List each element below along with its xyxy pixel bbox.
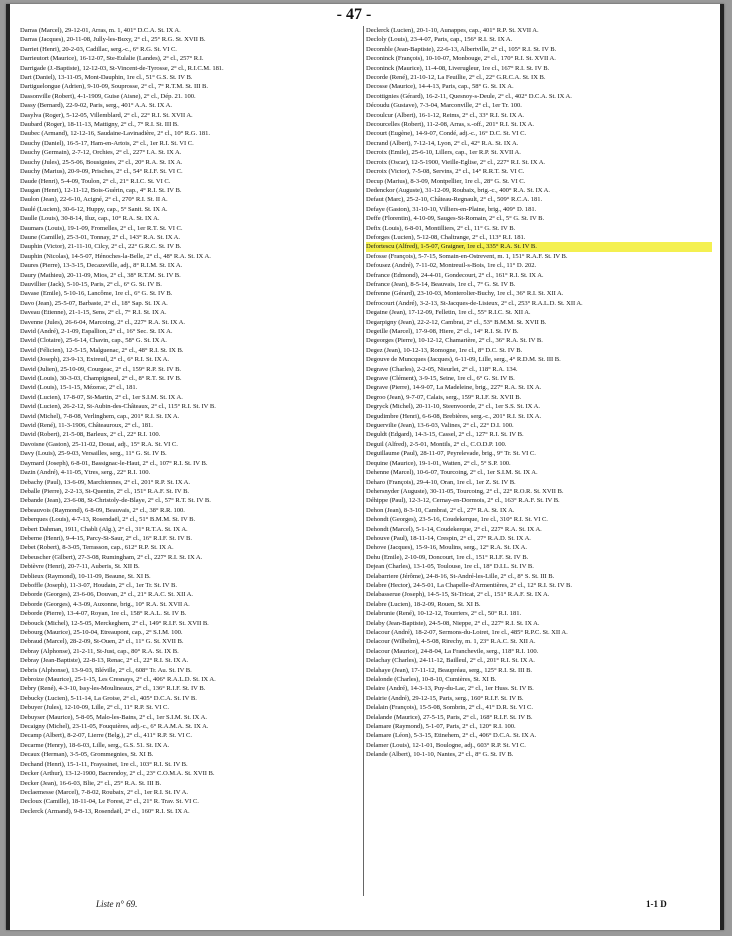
name-entry: Dart (Daniel), 13-11-05, Mont-Dauphin, 1re cl., 51° G.S. St. IV B. <box>20 74 193 82</box>
name-entry: Defrenne (Gérard), 23-10-03, Monterolier-Buchy, 1re cl., 36° R.I. St. XII A. <box>366 290 564 298</box>
page-number: - 47 - <box>336 6 372 23</box>
name-entry: Delabre (Hector), 24-5-01, La Chapelle-d'Armentières, 2° cl., 12° R.I. St. IV B. <box>366 581 572 589</box>
name-entry: Declaemesse (Marcel), 7-8-02, Roubaix, 2° cl., 1er R.I. St. IV A. <box>20 788 188 796</box>
name-entry: Debet (Robert), 8-3-05, Terrasson, cap., 612° R.P. St. IX A. <box>20 544 174 552</box>
name-entry: Debachy (Paul), 13-6-09, Marchiennes, 2° cl., 201° R.P. St. IX A. <box>20 478 190 486</box>
name-entry: David (Joseph), 23-9-13, Exireuil, 2° cl., 6° R.I. St. IX A. <box>20 356 169 364</box>
scan-edge-left <box>6 4 10 930</box>
name-entry: Degrave (Charles), 2-2-05, Nieurlet, 2° cl., 118° R.A. 134. <box>366 365 518 373</box>
name-entry: Dassy (Bernard), 22-9-02, Paris, serg., 401° A.A. St. IX A. <box>20 102 172 110</box>
name-entry: Dauchy (Marius), 20-9-09, Prisches, 2° cl., 54° R.I.F. St. VI C. <box>20 168 183 176</box>
name-entry: Defrance (Jean), 8-5-14, Beauvais, 1re cl., 7° G. St. IV B. <box>366 280 516 288</box>
name-entry: Degroo (Jean), 9-7-07, Calais, serg., 159° R.I.F. St. XVII B. <box>366 393 522 401</box>
name-entry: Decarme (Henry), 18-6-03, Lille, serg., G.S. 51. St. IX A. <box>20 741 170 749</box>
name-entry: Daveau (Etienne), 21-1-15, Sens, 2° cl., 7° R.I. St. IX A. <box>20 309 167 317</box>
name-entry: Delaby (Jean-Baptiste), 24-5-08, Nieppe, 2° cl., 227° R.I. St. IX A. <box>366 619 540 627</box>
name-entry: Debuyser (Maurice), 5-8-05, Malo-les-Bains, 2° cl., 1er S.I.M. St. IX A. <box>20 713 207 721</box>
name-entry: Delaire (André), 14-3-13, Puy-du-Lac, 2° cl., 1er Huss. St. IV B. <box>366 685 534 693</box>
name-entry: Davase (Emile), 5-10-16, Lancôme, 1re cl., 6° G. St. IV B. <box>20 290 173 298</box>
name-entry: Dechand (Henri), 15-1-11, Frayssinet, 1re cl., 103° R.I. St. IV B. <box>20 760 188 768</box>
name-entry: Daulle (Louis), 30-8-14, Iluz, cap., 10° R.A. St. IX A. <box>20 215 160 223</box>
name-entry: Debraud (Marcel), 28-2-09, St-Ouen, 2° cl., 11° G. St. XVII B. <box>20 638 184 646</box>
name-entry: Dehon (Jean), 8-3-10, Cambrai, 2° cl., 27° R.A. St. IX A. <box>366 506 515 514</box>
name-entry: Darrigade (J.-Baptiste), 12-12-03, St-Vincent-de-Tyrosse, 2° cl., R.I.C.M. 181. <box>20 64 224 72</box>
name-entry: Dauchy (Jules), 25-5-06, Bousignies, 2° cl., 20° R.A. St. IX A. <box>20 158 183 166</box>
name-entry: Decker (Arthur), 13-12-1900, Bacrendoy, 2° cl., 23° C.O.M.A. St. XVII B. <box>20 770 215 778</box>
name-entry: David (Louis), 15-1-15, Mézerac, 2° cl., 181. <box>20 384 138 392</box>
name-entry: Degryck (Michel), 20-11-10, Steenvoorde, 2° cl., 1er S.S. St. IX A. <box>366 403 540 411</box>
name-entry: Decloux (Camille), 18-11-04, Le Forest, 2° cl., 21° R. Trav. St. VI C. <box>20 798 199 806</box>
list-number: Liste n° 69. <box>96 899 138 909</box>
name-entry: Darriet (Henri), 20-2-03, Cadillac, serg.-c., 6° R.G. St. VI C. <box>20 45 177 53</box>
name-entry: Dassonville (Robert), 4-1-1909, Guise (Aisne), 2° cl., Dép. 21. 100. <box>20 92 196 100</box>
name-entry: Decloly (Louis), 23-4-07, Paris, cap., 156° R.I. St. IX A. <box>366 36 513 44</box>
name-entry: Dauchy (Germain), 2-7-12, Orchies, 2° cl., 227° I.A. St. IX A. <box>20 149 182 157</box>
name-entry: Debert Dahman, 1911, Chabli (Alg.), 2° cl., 31° R.T.A. St. IX A. <box>20 525 188 533</box>
name-entry: Daulé (Lucien), 30-6-12, Huppy, cap., 5° Sanit. St. IX A. <box>20 205 168 213</box>
name-entry: Déhippe (Paul), 12-3-12, Cernay-en-Dormois, 2° cl., 163° R.A.F. St. IV B. <box>366 497 560 505</box>
name-entry: Dehu (Emile), 2-10-09, Doncourt, 1re cl., 151° R.I.F. St. IV B. <box>366 553 529 561</box>
name-entry: Darrieutort (Maurice), 16-12-07, Ste-Eulalie (Landes), 2° cl., 257° R.I. <box>20 55 204 63</box>
name-entry: Dehondt (Marcel), 5-1-14, Coudekerque, 2° cl., 227° R.A. St. IX A. <box>366 525 542 533</box>
name-entry: Decup (Marius), 8-3-09, Montpellier, 1re cl., 28° G. St. VI C. <box>366 177 526 185</box>
name-entry: Dehersnyder (Auguste), 30-11-05, Tourcoing, 2° cl., 22° R.O.R. St. XVII B. <box>366 487 564 495</box>
name-entry: Decroix (Emile), 25-6-10, Lillers, cap., 1er R.P. St. XVII A. <box>366 149 521 157</box>
name-entry: Daulon (Jean), 22-6-10, Acigné, 2° cl., 270° R.I. St. II A. <box>20 196 168 204</box>
name-entry: Debeuscher (Gilbert), 27-3-08, Rumingham, 2° cl., 227° R.I. St. IX A. <box>20 553 203 561</box>
name-entry: Delamare (Léon), 5-3-15, Etinehem, 2° cl., 406° D.C.A. St. IX A. <box>366 732 537 740</box>
name-entry: Daures (Pierre), 13-3-15, Decazeville, adj., 8° R.I.M. St. IX A. <box>20 262 183 270</box>
name-entry: Daugan (Henri), 12-11-12, Bois-Guérin, cap., 4° R.I. St. IV B. <box>20 186 182 194</box>
name-entry: Dequine (Maurice), 19-1-01, Watten, 2° cl., 5° S.P. 100. <box>366 459 511 467</box>
name-entry: David (Félicien), 12-5-15, Malguenac, 2° cl., 48° R.I. St. IX B. <box>20 346 184 354</box>
name-entry: Degudimbre (Henri), 6-6-08, Brebières, serg.-c., 201° R.I. St. IX A. <box>366 412 542 420</box>
name-entry: Degez (Jean), 10-12-13, Romogne, 1re cl., 8° D.C. St. IV B. <box>366 346 523 354</box>
name-entry: Dazin (André), 4-11-05, Ytres, serg., 22° R.I. 100. <box>20 469 151 477</box>
name-entry: Defosse (François), 5-7-15, Somain-en-Ostrevent, m. 1, 151° R.A.F. St. IV B. <box>366 252 568 260</box>
name-entry: David (Michel), 7-8-08, Verlinghem, cap., 201° R.I. St. IX A. <box>20 412 180 420</box>
name-entry: Debièvre (Henri), 20-7-11, Auberis, St. XII B. <box>20 563 140 571</box>
name-entry: Deforges (Lucien), 5-12-08, Chaltrange, 2° cl., 113° R.I. 181. <box>366 233 526 241</box>
name-entry: Deballe (Pierre), 2-2-13, St-Quentin, 2° cl., 151° R.A.F. St. IV B. <box>20 487 190 495</box>
name-entry: Deberne (Henri), 9-4-15, Parcy-St-Saur, 2° cl., 16° R.I.F. St. IV B. <box>20 534 193 542</box>
name-entry: Decourcelles (Robert), 11-2-08, Arras, s.-off., 201° R.I. St. IX A. <box>366 121 534 129</box>
name-entry: Deboffle (Joseph), 11-3-07, Houdain, 2° cl., 1er Tr. St. IV B. <box>20 581 177 589</box>
name-entry: Debray (Alphonse), 21-2-11, St-Just, cap., 80° R.A. St. IX B. <box>20 647 179 655</box>
name-entry: Degrave (Pierre), 14-9-07, La Madeleine, brig., 227° R.A. St. IX A. <box>366 384 542 392</box>
name-entry: Davo (Jean), 25-5-07, Barbaste, 2° cl., 18° Sap. St. IX A. <box>20 299 168 307</box>
name-entry: Decourt (Eugène), 14-9-07, Condé, adj.-c., 16° D.C. St. VI C. <box>366 130 527 138</box>
name-entry: Dauvillier (Jack), 5-10-15, Paris, 2° cl., 6° G. St. IV B. <box>20 280 162 288</box>
name-entry: Deffe (Florentin), 4-10-09, Sauges-St-Romain, 2° cl., 5° G. St. IV B. <box>366 215 545 223</box>
name-entry: Decroix (Victor), 7-5-08, Servins, 2° cl., 14° R.R.T. St. VI C. <box>366 168 525 176</box>
name-entry: Deblieux (Raymond), 10-11-09, Beaune, St. XI B. <box>20 572 151 580</box>
name-entry: David (Julien), 25-10-09, Courgeac, 2° cl., 159° R.P. St. IV B. <box>20 365 182 373</box>
document-page <box>6 4 724 930</box>
name-entry: Debris (Alphonse), 13-9-03, Bléville, 2° cl., 608° Tr. Au. St. IV B. <box>20 666 192 674</box>
sheet-signature: 1-1 D <box>646 899 667 909</box>
right-column <box>366 26 712 760</box>
name-entry: Decaux (Herman), 3-5-05, Grommegnies, St. XI B. <box>20 751 154 759</box>
name-entry: Defaut (Marc), 25-2-10, Château-Regnault, 2° cl., 509° R.C.A. 181. <box>366 196 543 204</box>
name-entry: Daude (Henri), 5-4-09, Toulon, 2° cl., 21° R.I.C. St. VI C. <box>20 177 171 185</box>
name-entry: Dasylva (Roger), 5-12-05, Villemblard, 2° cl., 22° R.I. St. XVII A. <box>20 111 193 119</box>
name-entry: Dejean (Charles), 13-1-05, Toulouse, 1re cl., 18° D.I.L. St. IV B. <box>366 563 534 571</box>
name-entry: David (René), 11-3-1906, Châteauroux, 2° cl., 181. <box>20 422 153 430</box>
name-entry: Davy (Louis), 25-9-03, Versailles, serg., 11° G. St. IV B. <box>20 450 167 458</box>
name-entry: Delamer (Louis), 12-1-01, Boulogne, adj., 603° R.P. St. VI C. <box>366 741 526 749</box>
name-entry: Debroize (Maurice), 25-1-15, Les Cresnays, 2° cl., 406° R.A.L.D. St. IX A. <box>20 676 216 684</box>
name-entry: Debande (Jean), 23-6-08, St-Christoly-de-Blaye, 2° cl., 57° R.T. St. IV B. <box>20 497 211 505</box>
name-entry: Debry (René), 4-3-10, Issy-les-Moulineaux, 2° cl., 136° R.I.F. St. IV B. <box>20 685 206 693</box>
name-entry: Declerck (Lucien), 20-1-10, Aunappes, cap., 401° R.P. St. XVII A. <box>366 27 539 34</box>
name-entry: David (Louis), 30-3-03, Champigneul, 2° cl., 8° R.T. St. IV B. <box>20 375 182 383</box>
name-entry: David (Lucien), 26-2-12, St-Aubin-des-Châteaux, 2° cl., 115° R.I. St. IV B. <box>20 403 216 411</box>
name-entry: Daune (Camille), 25-3-01, Tonnay, 2° cl., 143° R.A. St. IX A. <box>20 233 180 241</box>
name-entry: Debourg (Maurice), 25-10-04, Etreaupont, cap., 2° S.I.M. 100. <box>20 629 183 636</box>
name-entry: Defix (Louis), 6-8-01, Montilliers, 2° cl., 11° G. St. IV B. <box>366 224 516 232</box>
name-entry: Dehouve (Paul), 18-11-14, Crespin, 2° cl., 27° R.A.D. St. IX A. <box>366 534 531 542</box>
name-entry: Deguil (Alfred), 2-5-01, Montils, 2° cl., C.O.D.P. 100. <box>366 440 507 448</box>
name-entry: Deconinck (François), 10-10-07, Monbouge, 2° cl., 170° R.I. St. XVII A. <box>366 55 556 63</box>
name-entry: Delabrunie (René), 10-12-12, Tourriers, 2° cl., 50° R.I. 181. <box>366 610 522 618</box>
name-entry: Daubec (Armand), 12-12-16, Saudaine-Lavinadière, 2° cl., 10° R.G. 181. <box>20 130 211 138</box>
name-entry: David (André), 2-1-09, Espallion, 2° cl., 16° Sec. St. IX A. <box>20 328 173 335</box>
highlighted-entry: Defortescu (Alfred), 1-5-07, Graigner, 1re cl., 335° R.A. St. IV B. <box>366 242 712 251</box>
name-entry: Delacour (Maurice), 24-8-04, La Franchevile, serg., 118° R.I. 100. <box>366 647 539 655</box>
name-entry: Deconinck (Maurice), 11-4-08, Liverugleur, 1re cl., 167° R.I. St. IV B. <box>366 64 550 72</box>
name-entry: Découdu (Gustave), 7-3-04, Marconville, 2° cl., 1er Tr. 100. <box>366 102 522 110</box>
name-entry: David (Robert), 21-5-08, Barleux, 2° cl., 22° R.I. 100. <box>20 431 161 439</box>
name-entry: Dauphin (Nicolas), 14-5-07, Hénoches-la-Belle, 2° cl., 48° R.A. St. IX A. <box>20 252 211 260</box>
name-entry: Deborde (Pierre), 13-4-07, Royan, 1re cl., 158° R.A.L. St. IV B. <box>20 610 187 618</box>
name-entry: Darras (Jacques), 20-11-08, Jully-les-Buxy, 2° cl., 25° R.G. St. XVII B. <box>20 36 206 44</box>
name-entry: Delabarriere (Jérôme), 24-8-16, St-André-les-Lille, 2° cl., 8° S. St. III B. <box>366 572 555 580</box>
name-entry: Deguillaume (Paul), 28-11-07, Peyrelevade, brig., 9° Tr. St. VI C. <box>366 450 536 458</box>
name-entry: Dauphin (Victor), 21-11-10, Cilcy, 2° cl., 22° G.R.C. St. IV B. <box>20 243 182 251</box>
name-entry: Defrance (Edmond), 24-4-01, Gondecourt, 2° cl., 161° R.I. St. IX A. <box>366 271 544 279</box>
name-entry: Degaine (Jean), 17-12-09, Felletin, 1re cl., 55° R.I.C. St. XII A. <box>366 309 531 317</box>
name-entry: Defaye (Gaston), 31-10-10, Villiers-en-Plaine, brig., 409° D. 181. <box>366 205 537 213</box>
name-entry: David (Clotaire), 25-6-14, Chavin, cap., 58° G. St. IX A. <box>20 337 167 345</box>
name-entry: Delachay (Charles), 24-11-12, Bailleul, 2° cl., 201° R.I. St. IX A. <box>366 657 535 665</box>
name-entry: Decorde (René), 21-10-12, La Feuillie, 2° cl., 22° G.R.C.A. St. IX B. <box>366 74 546 82</box>
name-entry: Degarpigny (Jean), 22-2-12, Cambrai, 2° cl., 53° B.M.M. St. XVII B. <box>366 318 547 326</box>
name-entry: Debouck (Michel), 12-5-05, Merckeghem, 2° cl., 149° R.I.F. St. XVII B. <box>20 619 209 627</box>
name-entry: Davoisne (Gaston), 25-11-02, Douai, adj., 15° R.A. St. VI C. <box>20 440 178 448</box>
name-entry: Degrave (Clément), 3-9-15, Seine, 1re cl., 6° G. St. IV B. <box>366 375 515 383</box>
name-entry: Dehondt (Georges), 23-5-16, Coudekerque, 1re cl., 310° R.I. St. VI C. <box>366 516 548 524</box>
name-entry: Decaigny (Michel), 23-11-05, Fouquières, adj.-c., 6° R.A.M.A. St. IX A. <box>20 723 209 731</box>
name-entry: Delacour (Wilhelm), 4-5-08, Rirechy, m. 1, 23° R.A.C. St. XII A. <box>366 638 536 646</box>
name-entry: Decoulcur (Albert), 16-1-12, Reims, 2° cl., 33° R.I. St. IX A. <box>366 111 525 119</box>
name-entry: Debuyer (Jules), 12-10-09, Lille, 2° cl., 11° R.P. St. VI C. <box>20 704 169 712</box>
name-entry: Delairie (André), 29-12-15, Paris, serg., 160° R.I.F. St. IV B. <box>366 694 524 702</box>
name-entry: Debray (Jean-Baptiste), 22-8-13, Renac, 2° cl., 22° R.I. St. IX A. <box>20 657 189 665</box>
name-entry: Daymard (Joseph), 6-8-01, Bassignac-le-Haut, 2° cl., 107° R.I. St. IV B. <box>20 459 208 467</box>
name-entry: Deberques (Louis), 4-7-13, Rosendaël, 2° cl., 51° B.M.M. St. IV B. <box>20 516 196 524</box>
name-entry: Decker (Jean), 16-6-03, Blie, 2° cl., 25° R.A. St. III B. <box>20 779 162 787</box>
name-entry: Delacour (André), 18-2-07, Sermons-du-Loiret, 1re cl., 485° R.P.C. St. XII A. <box>366 629 568 636</box>
name-entry: Delamare (Raymond), 5-1-07, Paris, 2° cl., 120° R.I. 100. <box>366 723 516 731</box>
name-entry: Dedenckor (Auguste), 31-12-09, Roubaix, brig.-c., 400° R.A. St. IX A. <box>366 186 550 194</box>
name-entry: Delalain (François), 15-5-08, Sombrin, 2° cl., 41° D.R. St. VI C. <box>366 704 533 712</box>
name-entry: Delalonde (Charles), 10-8-10, Cumières, St. XI B. <box>366 676 497 684</box>
name-entry: Decamp (Albert), 8-2-07, Lierre (Belg.), 2° cl., 411° R.P. St. VI C. <box>20 732 192 740</box>
name-entry: Deguervilie (Jean), 13-6-03, Valines, 2° cl., 22° D.I. 100. <box>366 422 514 430</box>
name-entry: Defousez (André), 7-11-02, Montreuil-s-Bois, 1re cl., 11° D. 202. <box>366 262 537 270</box>
name-entry: Deborde (Georges), 23-6-06, Douvan, 2° cl., 21° R.A.C. St. XII A. <box>20 591 193 599</box>
name-entry: Decottignies (Gérard), 16-2-11, Quesnoy-s-Deule, 2° cl., 402° D.C.A. St. IX A. <box>366 92 572 100</box>
name-entry: Degeille (Marcel), 17-9-08, Hiere, 2° cl., 14° R.I. St. IV B. <box>366 328 519 335</box>
scan-edge-right <box>720 4 724 930</box>
name-entry: Degouve de Muncques (Jacques), 6-11-09, Lille, serg., 4° R.D.M. St. III B. <box>366 356 561 364</box>
name-entry: Delabasserue (Joseph), 14-5-15, St-Tricat, 2° cl., 151° R.A.F. St. IX A. <box>366 591 550 599</box>
name-entry: Delabre (Lucien), 18-2-09, Rouen, St. XI B. <box>366 600 481 608</box>
name-entry: Dartiguelongue (Adrien), 9-10-09, Souprosse, 2° cl., 7° R.T.M. St. III B. <box>20 83 208 91</box>
name-entry: Decroix (Oscar), 12-5-1900, Vieille-Eglise, 2° cl., 227° R.I. St. IX A. <box>366 158 546 166</box>
name-entry: Delande (Albert), 10-1-10, Nantes, 2° cl., 8° G. St. IV B. <box>366 751 514 759</box>
name-entry: Deguldt (Edgard), 14-3-15, Cassel, 2° cl., 127° R.I. St. IV B. <box>366 431 524 439</box>
name-entry: Deharo (François), 29-4-10, Oran, 1re cl., 1er Z. St. IV B. <box>366 478 516 486</box>
name-entry: Defrocourt (André), 3-2-13, St-Jacques-de-Lisieux, 2° cl., 253° R.A.L.D. St. XII A. <box>366 299 583 307</box>
name-entry: Daury (Mathieu), 20-11-09, Mios, 2° cl., 38° R.T.M. St. IV B. <box>20 271 181 279</box>
name-entry: Darras (Marcel), 29-12-01, Arras, m. 1, 401° D.C.A. St. IX A. <box>20 27 181 34</box>
name-entry: Deborde (Georges), 4-3-09, Auxonne, brig., 10° R.A. St. XVII A. <box>20 600 190 608</box>
name-entry: David (Lucien), 17-8-07, St-Martin, 2° cl., 1er S.I.M. St. IX A. <box>20 393 183 401</box>
name-entry: Dauchy (Daniel), 16-5-17, Ham-en-Artois, 2° cl., 1er R.I. St. VI C. <box>20 139 194 147</box>
name-entry: Degeorges (Pierre), 10-12-12, Chamarière, 2° cl., 36° R.A. St. IV B. <box>366 337 543 345</box>
name-entry: Delalande (Maurice), 27-5-15, Paris, 2° cl., 168° R.I.F. St. IV B. <box>366 713 533 721</box>
name-entry: Decosse (Maurice), 14-4-13, Paris, cap., 58° G. St. IX A. <box>366 83 514 91</box>
name-entry: Dehenne (Marcel), 10-6-07, Tourcoing, 2° cl., 1er S.I.M. St. IX A. <box>366 469 538 477</box>
name-entry: Dehove (Jacques), 15-9-16, Moulins, serg., 12° R.A. St. IX A. <box>366 544 527 552</box>
left-column <box>20 26 366 816</box>
name-entry: Declerck (Armand), 9-8-13, Rosendaël, 2° cl., 160° R.I. St. IX A. <box>20 807 190 815</box>
column-divider <box>363 26 364 896</box>
name-entry: Delahaye (Jean), 17-11-12, Beaupréau, serg., 125° R.I. St. III B. <box>366 666 533 674</box>
name-entry: Decrand (Albert), 7-12-14, Lyon, 2° cl., 42° R.A. St. IX A. <box>366 139 519 147</box>
name-entry: Debeauvois (Raymond), 6-8-09, Beauvais, 2° cl., 38° R.R. 100. <box>20 506 185 514</box>
name-entry: Decomble (Jean-Baptiste), 22-6-13, Albertville, 2° cl., 105° R.I. St. IV B. <box>366 45 557 53</box>
name-entry: Davenne (Jules), 26-6-04, Marcoing, 2° cl., 227° R.A. St. IX A. <box>20 318 185 326</box>
name-entry: Debucky (Lucien), 5-11-14, La Groise, 2° cl., 405° D.C.A. St. IV B. <box>20 694 197 702</box>
name-entry: Daumars (Louis), 19-1-09, Fromelles, 2° cl., 1er R.T. St. VI C. <box>20 224 183 232</box>
name-entry: Daubard (Roger), 18-11-13, Mattigny, 2° cl., 7° R.I. St. III B. <box>20 121 179 129</box>
